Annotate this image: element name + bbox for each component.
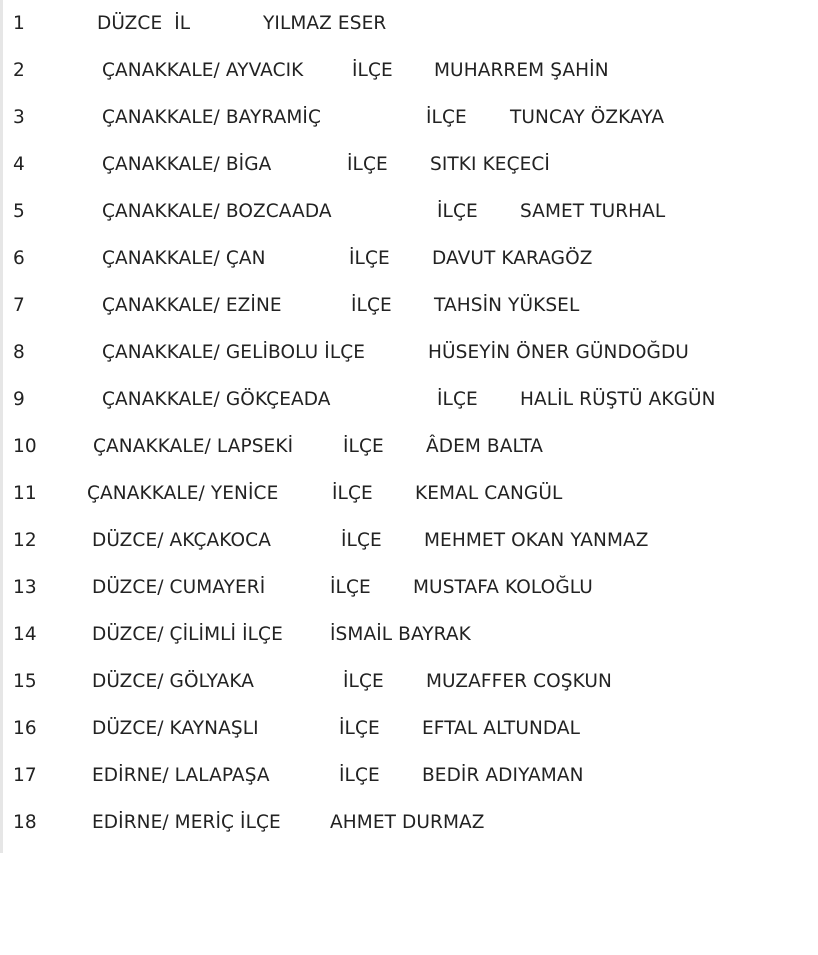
item-type: İLÇE [341,530,382,551]
item-name: HÜSEYİN ÖNER GÜNDOĞDU [428,342,689,363]
item-place: ÇANAKKALE/ YENİCE [87,483,279,504]
item-name: İSMAİL BAYRAK [330,624,471,645]
list-item [0,482,818,506]
list-item [0,106,818,130]
item-name: MUSTAFA KOLOĞLU [413,577,593,598]
item-name: MEHMET OKAN YANMAZ [424,530,649,551]
list-item [0,811,818,835]
item-name: DAVUT KARAGÖZ [432,248,593,269]
item-place: ÇANAKKALE/ ÇAN [102,248,266,269]
item-place: ÇANAKKALE/ EZİNE [102,295,282,316]
item-number: 14 [13,624,37,645]
item-type: İLÇE [343,671,384,692]
item-number: 1 [13,13,25,34]
item-place: DÜZCE/ ÇİLİMLİ İLÇE [92,624,283,645]
item-place: DÜZCE/ KAYNAŞLI [92,718,259,739]
item-type: İLÇE [339,718,380,739]
item-place: ÇANAKKALE/ BAYRAMİÇ [102,107,321,128]
item-place: ÇANAKKALE/ GÖKÇEADA [102,389,331,410]
item-name: HALİL RÜŞTÜ AKGÜN [520,389,716,410]
list-item [0,576,818,600]
item-number: 17 [13,765,37,786]
item-place: ÇANAKKALE/ LAPSEKİ [93,436,294,457]
item-type: İLÇE [347,154,388,175]
list-item [0,59,818,83]
item-place: ÇANAKKALE/ GELİBOLU İLÇE [102,342,366,363]
item-type: İLÇE [426,107,467,128]
item-type: İLÇE [343,436,384,457]
item-place: EDİRNE/ MERİÇ İLÇE [92,812,281,833]
item-number: 11 [13,483,37,504]
item-name: SAMET TURHAL [520,201,666,222]
list-item [0,294,818,318]
item-name: MUZAFFER COŞKUN [426,671,612,692]
item-name: AHMET DURMAZ [330,812,485,833]
list-item [0,717,818,741]
item-number: 9 [13,389,25,410]
list-item [0,435,818,459]
item-number: 10 [13,436,37,457]
list-item [0,764,818,788]
item-name: YILMAZ ESER [263,13,387,34]
list-item [0,153,818,177]
list-item [0,529,818,553]
item-number: 2 [13,60,25,81]
item-number: 8 [13,342,25,363]
item-number: 16 [13,718,37,739]
item-place: DÜZCE İL [97,13,191,34]
item-name: SITKI KEÇECİ [430,154,550,175]
item-type: İLÇE [330,577,371,598]
item-place: ÇANAKKALE/ BİGA [102,154,272,175]
item-type: İLÇE [339,765,380,786]
item-place: EDİRNE/ LALAPAŞA [92,765,270,786]
item-name: BEDİR ADIYAMAN [422,765,584,786]
item-place: ÇANAKKALE/ AYVACIK [102,60,304,81]
item-place: ÇANAKKALE/ BOZCAADA [102,201,332,222]
item-type: İLÇE [352,60,393,81]
item-name: TUNCAY ÖZKAYA [510,107,665,128]
item-number: 15 [13,671,37,692]
item-type: İLÇE [351,295,392,316]
item-place: DÜZCE/ GÖLYAKA [92,671,254,692]
list-item [0,12,818,36]
list-item [0,200,818,224]
item-number: 5 [13,201,25,222]
item-type: İLÇE [332,483,373,504]
item-name: EFTAL ALTUNDAL [422,718,581,739]
item-name: KEMAL CANGÜL [415,483,563,504]
item-type: İLÇE [437,201,478,222]
item-place: DÜZCE/ CUMAYERİ [92,577,266,598]
item-number: 3 [13,107,25,128]
item-type: İLÇE [437,389,478,410]
list-item [0,247,818,271]
item-name: ÂDEM BALTA [426,436,544,457]
list-item [0,670,818,694]
list-item [0,623,818,647]
item-number: 6 [13,248,25,269]
item-number: 4 [13,154,25,175]
item-place: DÜZCE/ AKÇAKOCA [92,530,271,551]
item-type: İLÇE [349,248,390,269]
item-number: 12 [13,530,37,551]
item-number: 18 [13,812,37,833]
list-item [0,388,818,412]
item-name: TAHSİN YÜKSEL [434,295,580,316]
item-number: 13 [13,577,37,598]
item-name: MUHARREM ŞAHİN [434,60,609,81]
list-item [0,341,818,365]
item-number: 7 [13,295,25,316]
